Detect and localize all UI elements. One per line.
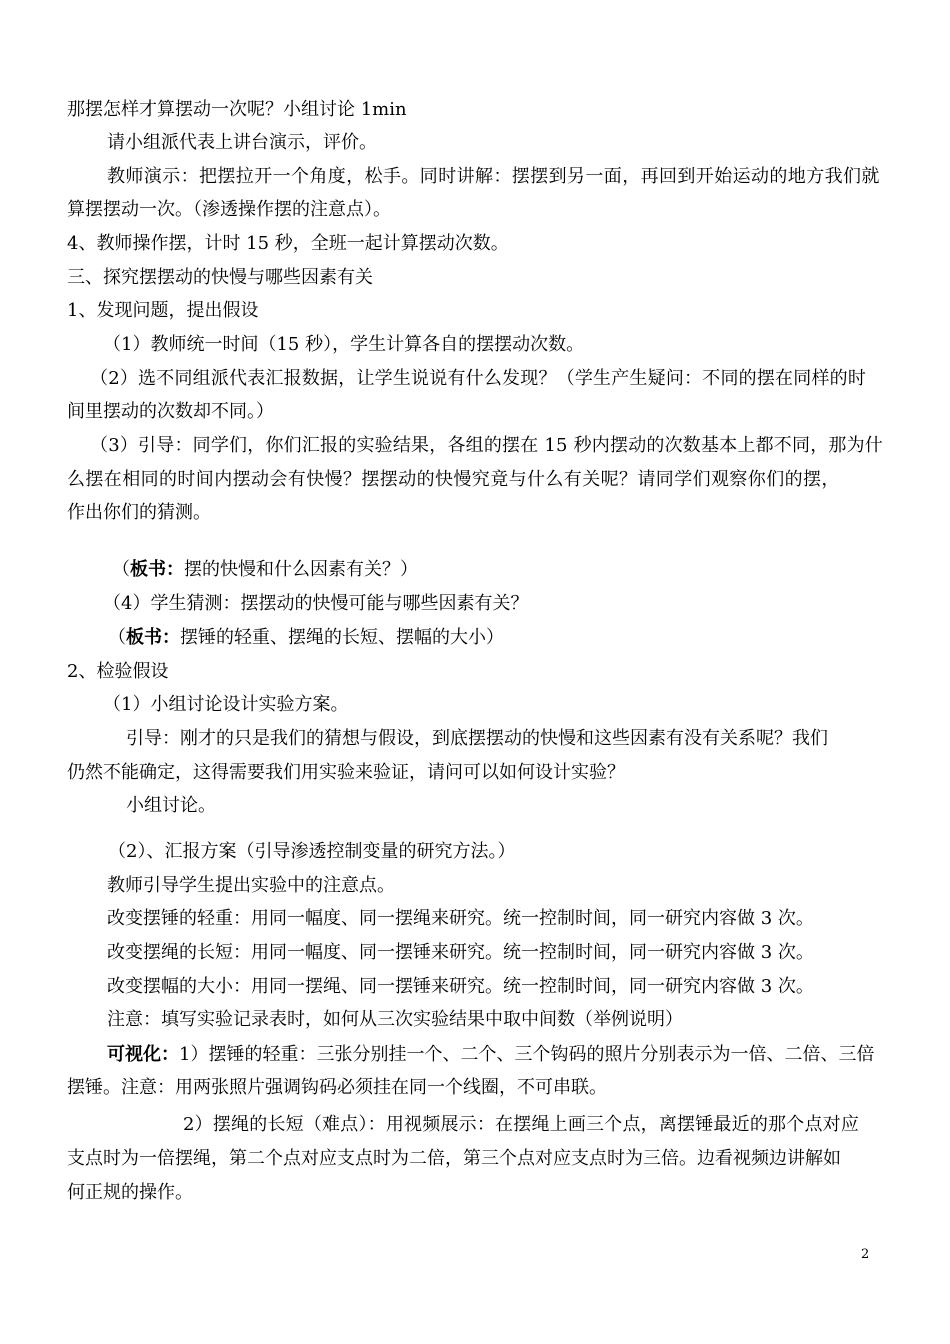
section-heading: 三、探究摆摆动的快慢与哪些因素有关 — [67, 267, 373, 288]
text-line: 4、教师操作摆，计时 15 秒，全班一起计算摆动次数。 — [67, 233, 509, 254]
text-line: 仍然不能确定，这得需要我们用实验来验证，请问可以如何设计实验？ — [67, 762, 625, 783]
subsection-heading: 1、发现问题，提出假设 — [67, 300, 259, 321]
text-line: （2）选不同组派代表汇报数据，让学生说说有什么发现？（学生产生疑问：不同的摆在同样的时 — [90, 368, 867, 389]
subsection-heading: 2、检验假设 — [67, 661, 169, 682]
text-line: （4）学生猜测：摆摆动的快慢可能与哪些因素有关？ — [103, 593, 529, 614]
text-line: 请小组派代表上讲台演示，评价。 — [107, 132, 377, 153]
page-number: 2 — [861, 1247, 870, 1262]
text-line: 2）摆绳的长短（难点）：用视频展示：在摆绳上画三个点，离摆锤最近的那个点对应 — [183, 1114, 860, 1135]
text-line: 教师演示：把摆拉开一个角度，松手。同时讲解：摆摆到另一面，再回到开始运动的地方我们就 — [107, 166, 880, 187]
board-note-1: （板书：摆的快慢和什么因素有关？） — [112, 559, 418, 580]
text-line: （1）教师统一时间（15 秒），学生计算各自的摆摆动次数。 — [103, 334, 585, 355]
text-line: 教师引导学生提出实验中的注意点。 — [107, 875, 395, 896]
text-line: 引导：刚才的只是我们的猜想与假设，到底摆摆动的快慢和这些因素有没有关系呢？我们 — [126, 728, 828, 749]
text-line: （2）、汇报方案（引导渗透控制变量的研究方法。） — [108, 841, 516, 862]
text-line: 小组讨论。 — [126, 795, 216, 816]
text-line: 改变摆绳的长短：用同一幅度、同一摆锤来研究。统一控制时间，同一研究内容做 3 次。 — [107, 942, 814, 963]
text-line: （3）引导：同学们，你们汇报的实验结果，各组的摆在 15 秒内摆动的次数基本上都不同，那为什 — [90, 435, 883, 456]
text-line: 作出你们的猜测。 — [67, 502, 211, 523]
text-line: 改变摆锤的轻重：用同一幅度、同一摆绳来研究。统一控制时间，同一研究内容做 3 次。 — [107, 908, 814, 929]
text-line: 摆锤。注意：用两张照片强调钩码必须挂在同一个线圈，不可串联。 — [67, 1077, 607, 1098]
text-line: 间里摆动的次数却不同。） — [67, 401, 274, 422]
text-line: 何正规的操作。 — [67, 1182, 193, 1203]
text-line: 改变摆幅的大小：用同一摆绳、同一摆锤来研究。统一控制时间，同一研究内容做 3 次。 — [107, 976, 814, 997]
text-line: （1）小组讨论设计实验方案。 — [103, 694, 349, 715]
text-line: 支点时为一倍摆绳，第二个点对应支点时为二倍，第三个点对应支点时为三倍。边看视频边讲解如 — [67, 1148, 841, 1169]
board-note-2: （板书：摆锤的轻重、摆绳的长短、摆幅的大小） — [108, 627, 504, 648]
text-line: 算摆摆动一次。（渗透操作摆的注意点）。 — [67, 199, 391, 220]
text-line: 么摆在相同的时间内摆动会有快慢？摆摆动的快慢究竟与什么有关呢？请同学们观察你们的摆， — [67, 469, 840, 490]
text-line: 注意：填写实验记录表时，如何从三次实验结果中取中间数（举例说明） — [107, 1009, 683, 1030]
text-line: 那摆怎样才算摆动一次呢？小组讨论 1min — [67, 99, 407, 120]
visualization-note: 可视化：1）摆锤的轻重：三张分别挂一个、二个、三个钩码的照片分别表示为一倍、二倍、三倍 — [107, 1044, 875, 1065]
